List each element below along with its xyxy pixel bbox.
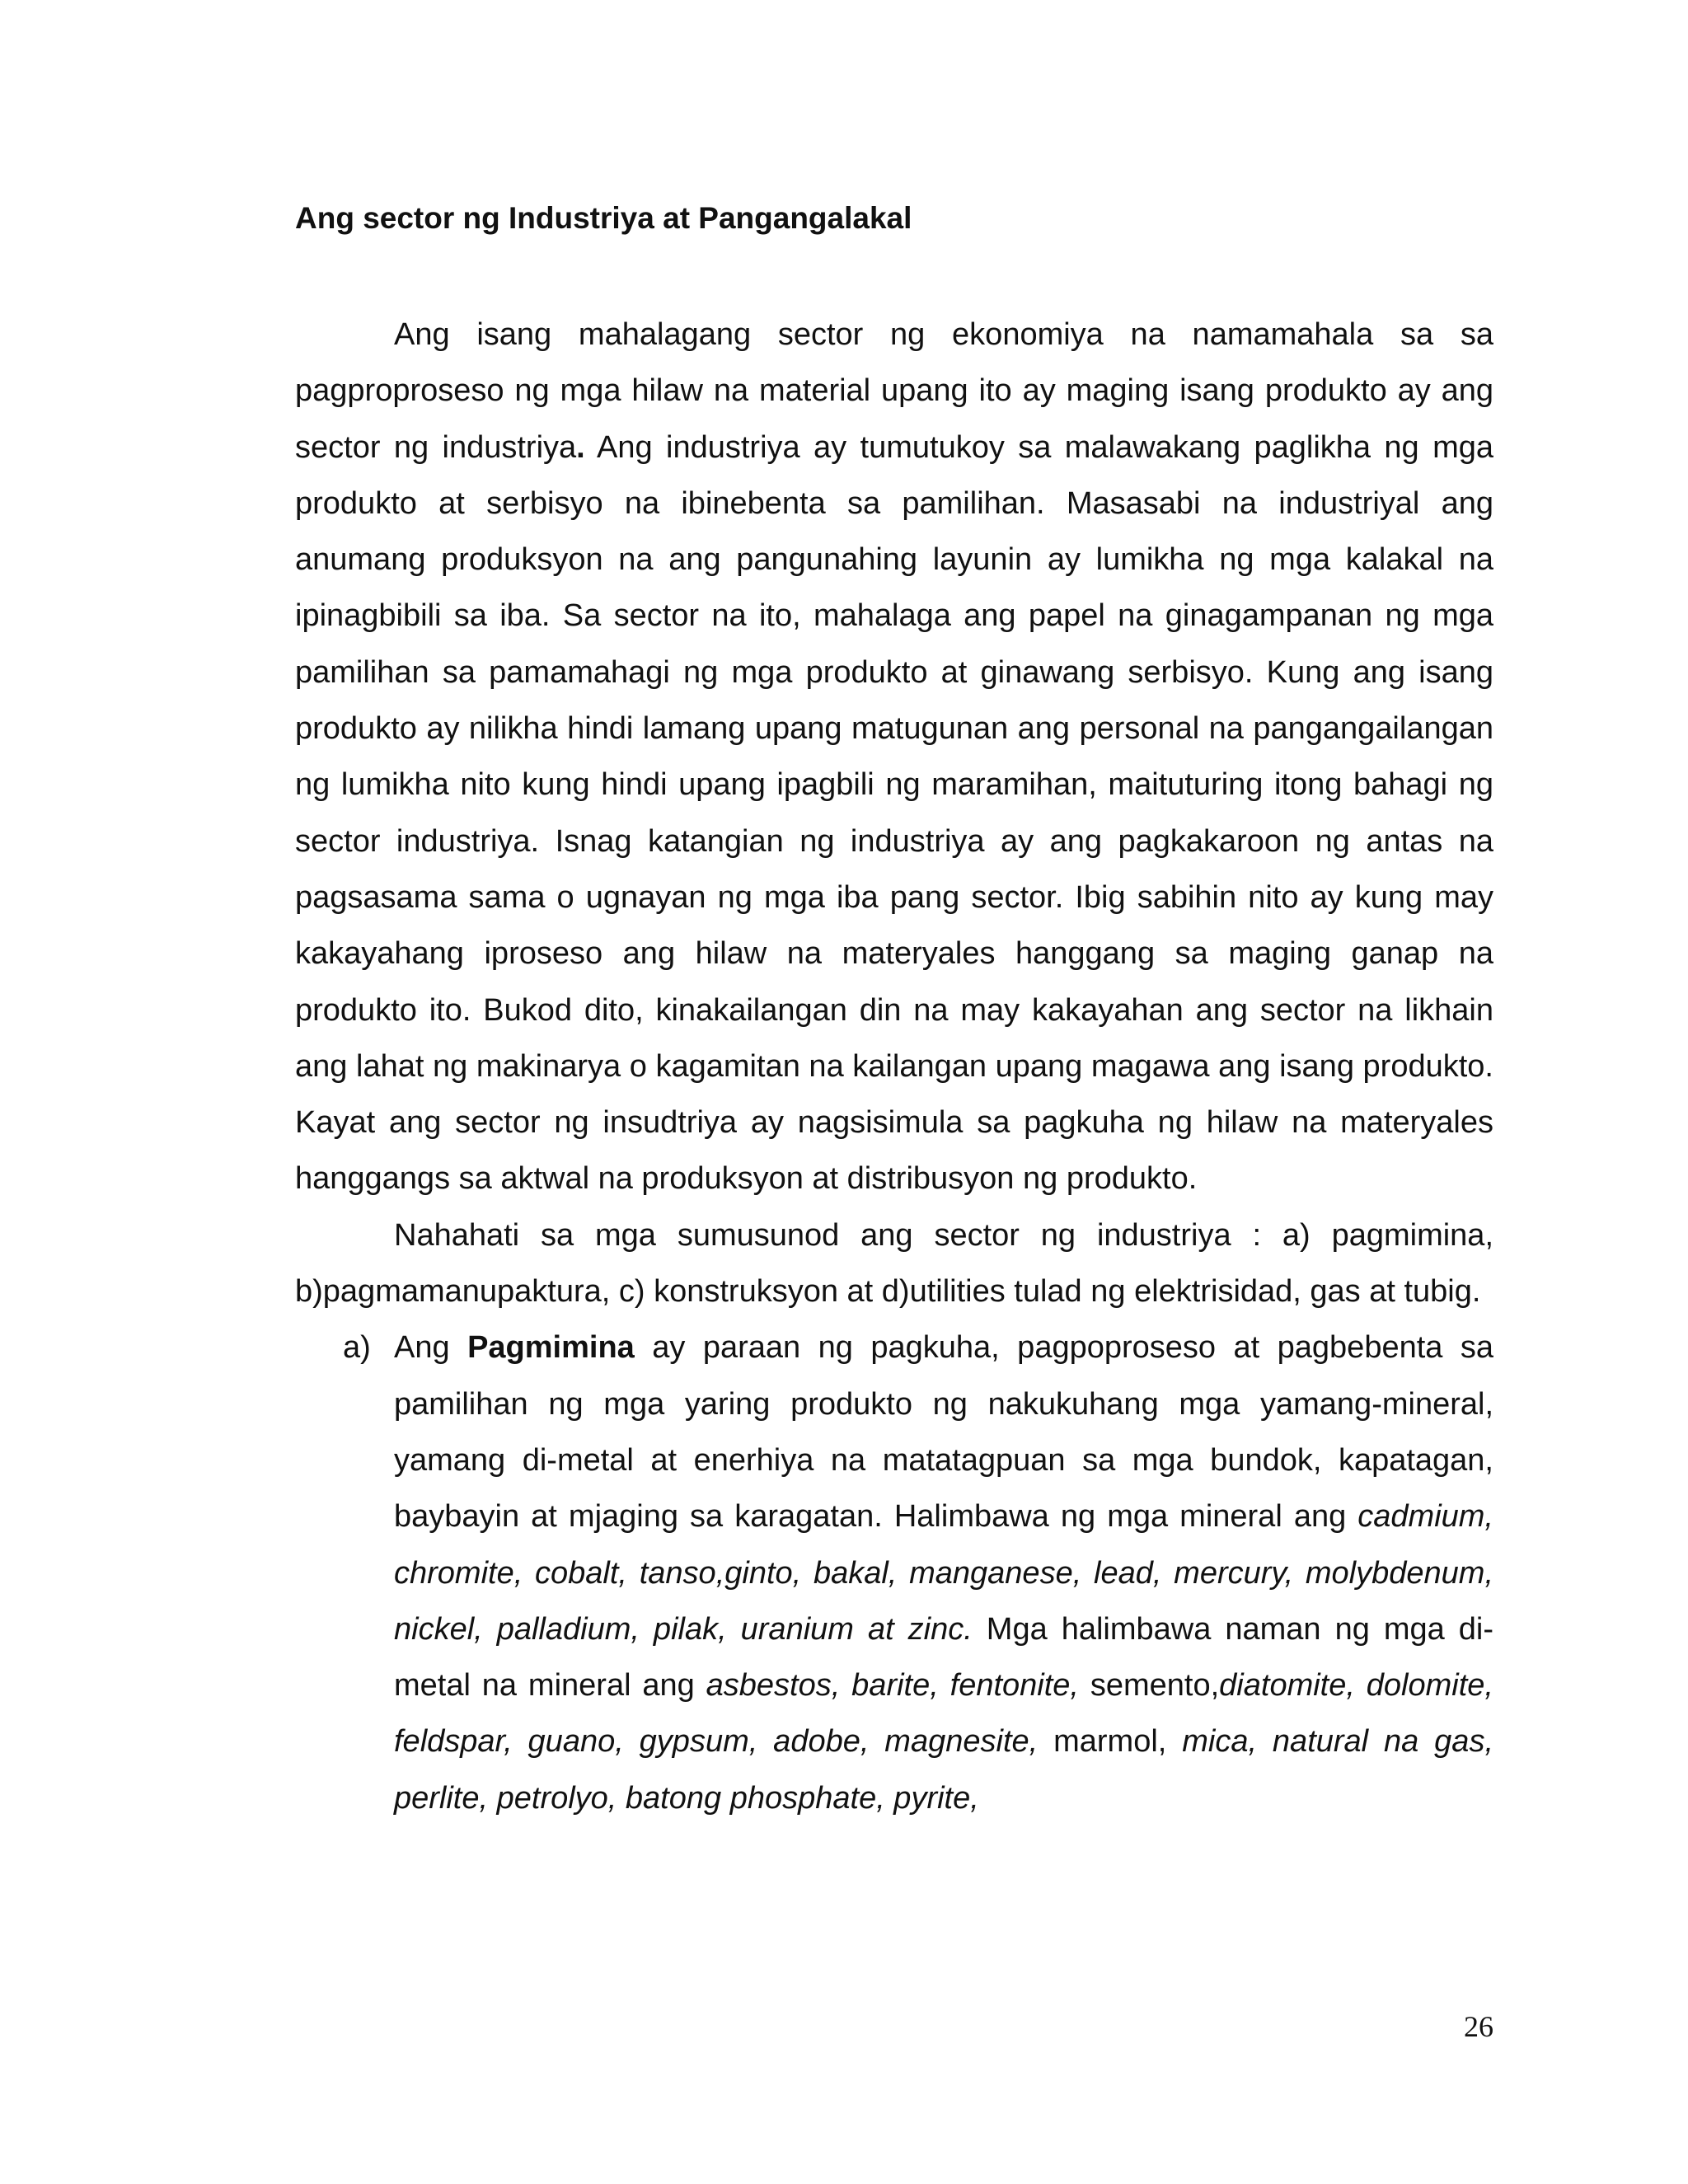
list-item-text3: semento, <box>1079 1668 1220 1704</box>
nonmetal-examples-2: diatomite, dolomite, feldspar, guano, gypsum, adobe, magnesite, <box>394 1668 1493 1760</box>
mineral-examples: cadmium, chromite, cobalt, tanso,ginto, bakal, manganese, lead, mercury, molybdenum, nickel, palladium, pilak, uranium at zinc. <box>394 1499 1493 1647</box>
list-marker: a) <box>343 1330 371 1366</box>
paragraph-intro-part1: Ang isang mahalagang sector ng ekonomiya na namamahala sa sa pagproproseso ng mga hilaw na material upang ito ay maging isang produkto ay ang sector ng industriya <box>295 317 1493 465</box>
paragraph-intro <box>295 307 1493 1207</box>
list-item-text2: Mga halimbawa naman ng mga di-metal na mineral ang <box>394 1611 1494 1704</box>
bold-period: . <box>576 429 585 465</box>
nonmetal-examples-3: mica, natural na gas, perlite, petrolyo, batong phosphate, pyrite, <box>394 1724 1493 1816</box>
list-item-intro: Ang <box>394 1330 468 1366</box>
paragraph-intro-part2: Ang industriya ay tumutukoy sa malawakang paglikha ng mga produkto at serbisyo na ibinebenta sa pamilihan. Masasabi na industriyal ang anumang produksyon na ang pangunahing layunin ay lumikha ng mga kalakal na ipinagbibili sa iba. Sa sector na ito, mahalaga ang papel na ginagampanan ng mga pamilihan sa pamamahagi ng mga produkto at ginawang serbisyo. Kung ang isang produkto ay nilikha hindi lamang upang matugunan ang personal na pangangailangan ng lumikha nito kung hindi upang ipagbili ng maramihan, maituturing itong bahagi ng sector industriya. Isnag katangian ng industriya ay ang pagkakaroon ng antas na pagsasama sama o ugnayan ng mga iba pang sector. Ibig sabihin nito ay kung may kakayahang iproseso ang hilaw na materyales hanggang sa maging ganap na produkto ito. Bukod dito, kinakailangan din na may kakayahan ang sector na likhain ang lahat ng makinarya o kagamitan na kailangan upang magawa ang isang produkto. Kayat ang sector ng insudtriya ay nagsisimula sa pagkuha ng hilaw na materyales hanggangs sa aktwal na produksyon at distribusyon ng produkto. <box>295 429 1493 1197</box>
list-item-pagmimina <box>295 1319 1493 1826</box>
page-number: 26 <box>1464 2010 1493 2043</box>
industry-list <box>295 1319 1493 1826</box>
section-heading: Ang sector ng Industriya at Pangangalakal <box>295 201 912 235</box>
list-item-text4: marmol, <box>1038 1724 1183 1760</box>
list-item-text1: ay paraan ng pagkuha, pagpoproseso at pagbebenta sa pamilihan ng mga yaring produkto ng nakukuhang mga yamang-mineral, yamang di-metal at enerhiya na matatagpuan sa mga bundok, kapatagan, baybayin at mjaging sa karagatan. Halimbawa ng mga mineral ang <box>394 1330 1493 1535</box>
nonmetal-examples-1: asbestos, barite, fentonite, <box>706 1668 1079 1704</box>
paragraph-divisions: Nahahati sa mga sumusunod ang sector ng industriya : a) pagmimina, b)pagmamanupaktura, c) konstruksyon at d)utilities tulad ng elektrisidad, gas at tubig. <box>295 1217 1493 1310</box>
term-pagmimina: Pagmimina <box>467 1330 635 1366</box>
body-text <box>295 307 1493 1826</box>
